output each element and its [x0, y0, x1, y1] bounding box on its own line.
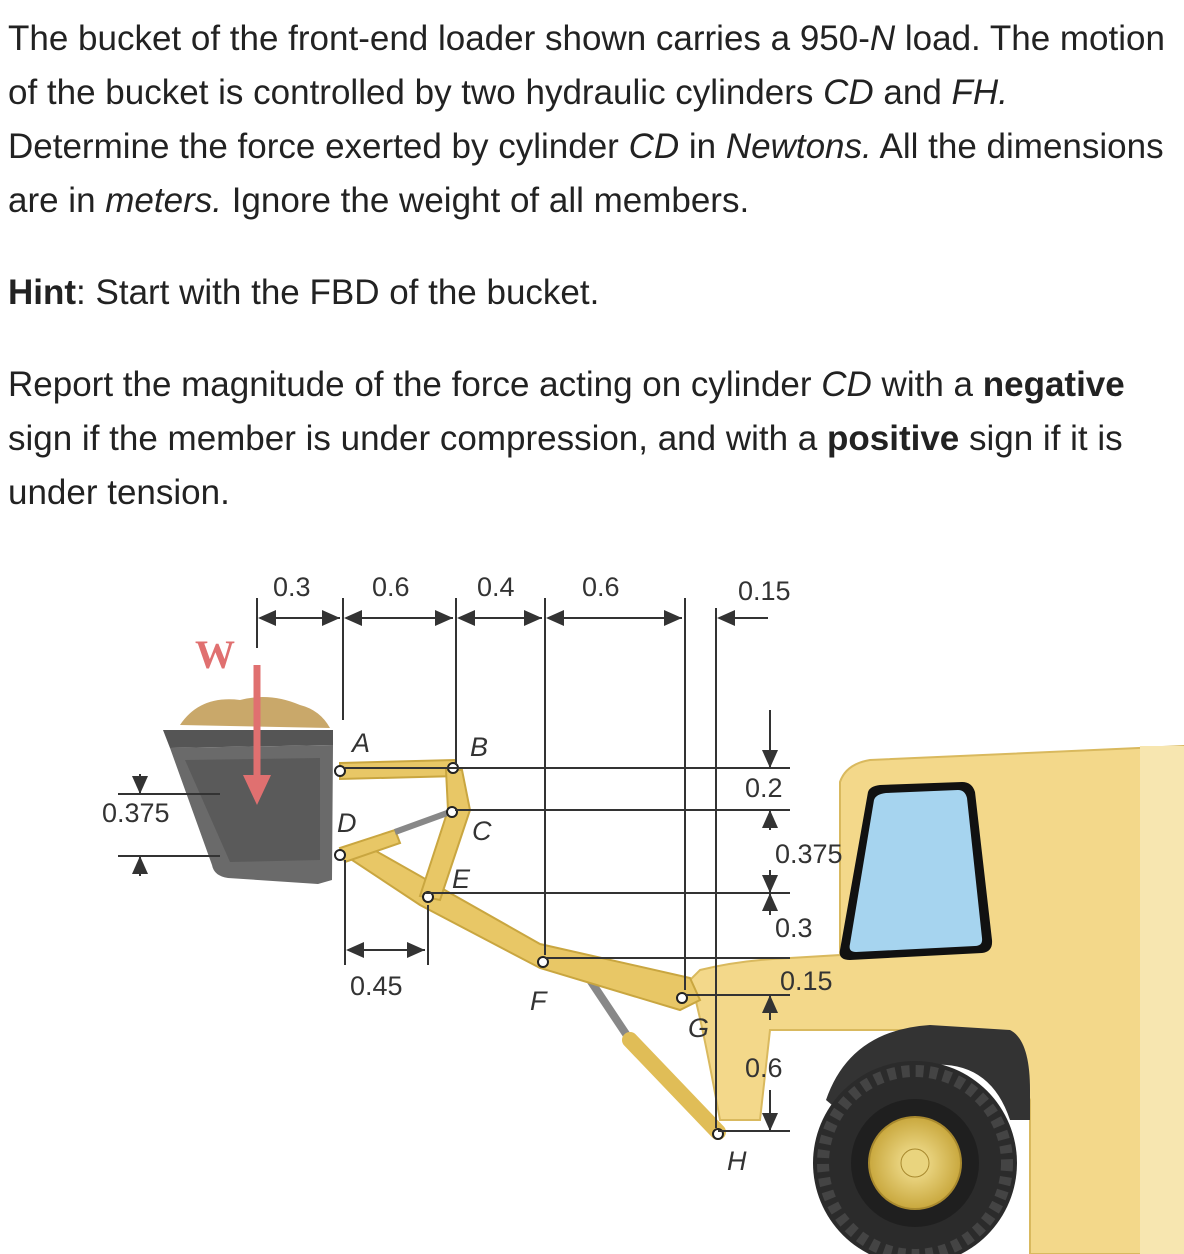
point-h: H: [727, 1146, 747, 1176]
point-a: A: [352, 728, 371, 758]
dim-top-0-6: 0.6: [372, 572, 410, 602]
point-b: B: [470, 732, 489, 762]
point-c: C: [472, 816, 492, 846]
text: and: [873, 73, 952, 112]
dim-top-0-3: 0.3: [273, 572, 311, 602]
problem-statement: [8, 12, 1178, 228]
dim-right-0-375: 0.375: [775, 839, 843, 869]
text: Ignore the weight of all members.: [221, 181, 750, 220]
dim-right-0-15: 0.15: [780, 966, 833, 996]
dim-right-0-6: 0.6: [745, 1053, 783, 1083]
loader-diagram: [0, 560, 1184, 1254]
cylinder-cd: CD: [628, 127, 680, 166]
report-instructions: [8, 358, 1178, 520]
point-e: E: [452, 864, 471, 894]
text: Determine the force exerted by cylinder: [8, 127, 629, 166]
unit-newtons: Newtons.: [725, 127, 872, 166]
unit-meters: meters.: [105, 181, 222, 220]
point-d: D: [337, 808, 357, 838]
load-label-w: W: [195, 632, 235, 677]
cylinder-fh: FH.: [951, 73, 1008, 112]
text: The bucket of the front-end loader shown carries a 950-: [8, 19, 870, 58]
point-g: G: [688, 1013, 710, 1043]
point-f: F: [530, 986, 547, 1016]
text: All the dimensions are in: [8, 127, 1164, 220]
dim-right-0-2: 0.2: [745, 773, 783, 803]
text: Report the magnitude of the force acting on cylinder: [8, 365, 822, 404]
negative-word: negative: [982, 365, 1125, 404]
text: sign if it is under tension.: [8, 419, 1123, 512]
dim-top-0-15: 0.15: [738, 576, 791, 606]
hint: [8, 266, 1178, 320]
hint-label: Hint: [8, 273, 77, 312]
positive-word: positive: [827, 419, 960, 458]
text: in: [679, 127, 726, 166]
text: with a: [871, 365, 983, 404]
dim-top-0-4: 0.4: [477, 572, 515, 602]
cylinder-cd: CD: [823, 73, 874, 112]
hint-text: : Start with the FBD of the bucket.: [76, 273, 600, 312]
cylinder-cd: CD: [821, 365, 872, 404]
text: sign if the member is under compression, and with a: [8, 419, 827, 458]
dim-left-0-375: 0.375: [102, 798, 170, 828]
dim-right-0-3: 0.3: [775, 913, 813, 943]
dim-top-0-6b: 0.6: [582, 572, 620, 602]
text: load. The motion of the bucket is controlled by two hydraulic cylinders: [8, 19, 1165, 112]
unit-n: N: [869, 19, 896, 58]
dim-bottom-0-45: 0.45: [350, 971, 403, 1001]
